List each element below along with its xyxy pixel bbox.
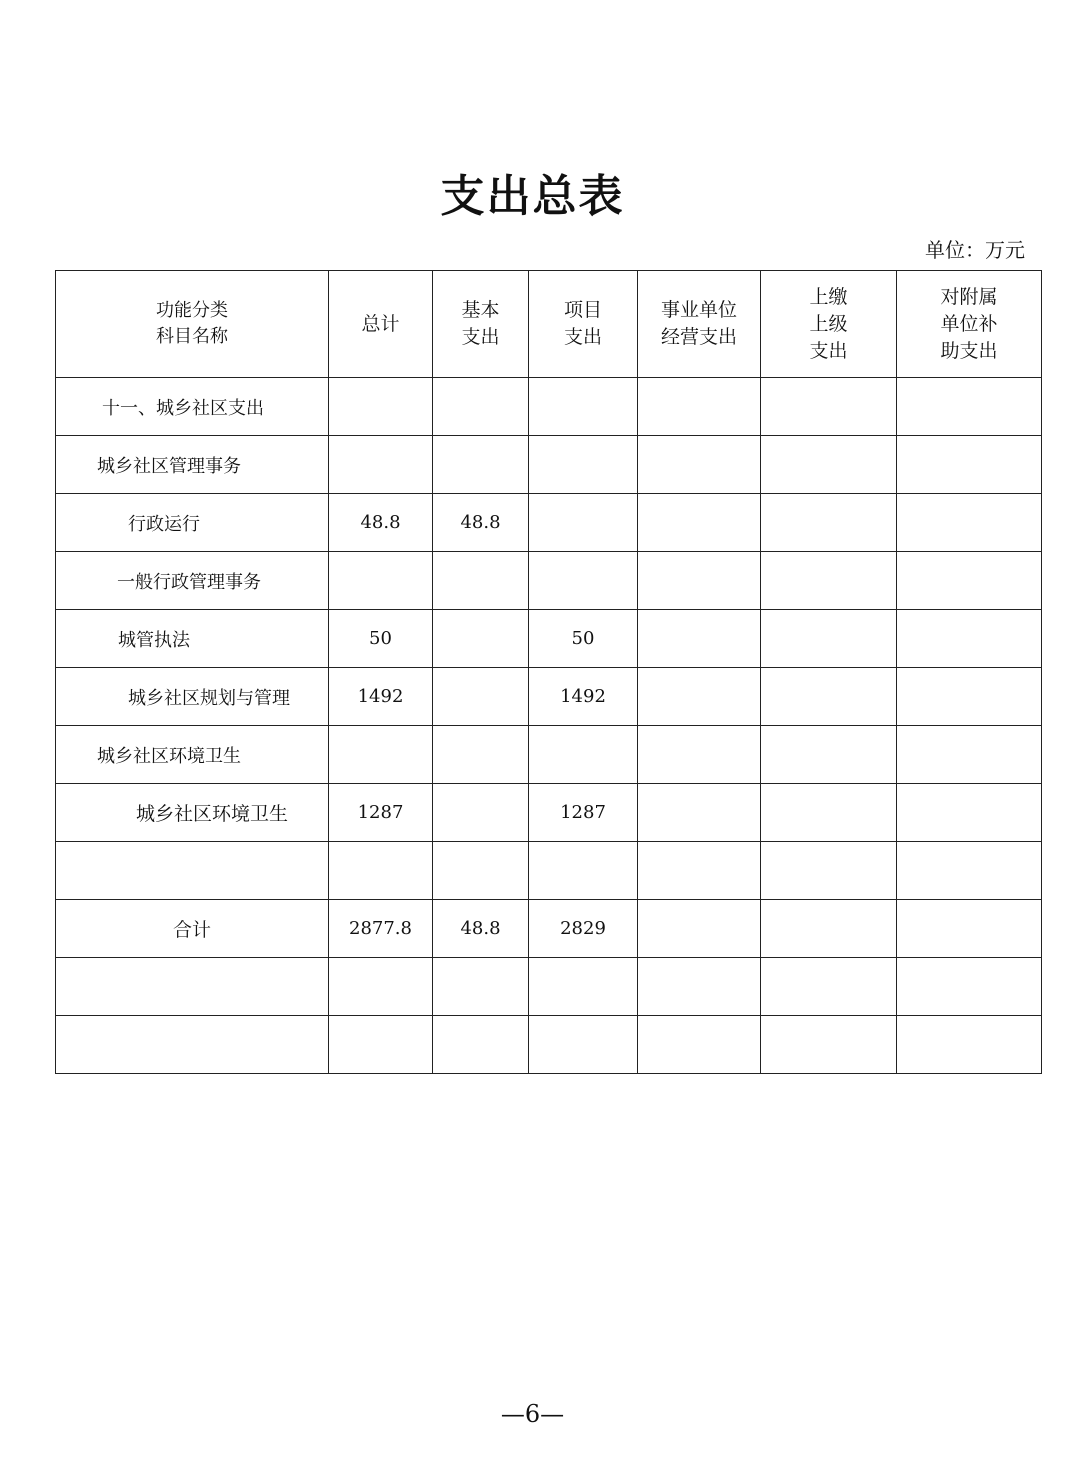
cell-project	[529, 552, 638, 610]
empty-cell	[56, 958, 329, 1016]
cell-basic: 48.8	[433, 494, 529, 552]
cell-basic	[433, 378, 529, 436]
page-number: —6—	[500, 1400, 565, 1428]
empty-cell	[897, 958, 1042, 1016]
cell-project: 50	[529, 610, 638, 668]
cell-basic	[433, 552, 529, 610]
cell-business	[638, 668, 761, 726]
empty-cell	[761, 1016, 897, 1074]
cell-basic	[433, 436, 529, 494]
empty-cell	[638, 958, 761, 1016]
cell-business	[638, 436, 761, 494]
cell-upper	[761, 726, 897, 784]
cell-basic	[433, 784, 529, 842]
empty-cell	[433, 1016, 529, 1074]
empty-cell	[329, 958, 433, 1016]
summary-total: 2877.8	[329, 900, 433, 958]
empty-row	[56, 958, 1042, 1016]
row-name: 十一、城乡社区支出	[56, 378, 329, 436]
header-row	[56, 271, 1042, 378]
summary-project: 2829	[529, 900, 638, 958]
empty-cell	[433, 958, 529, 1016]
empty-cell	[761, 958, 897, 1016]
cell-basic	[433, 610, 529, 668]
expenditure-table	[55, 270, 1042, 1074]
empty-cell	[529, 958, 638, 1016]
cell-upper	[761, 552, 897, 610]
cell-upper	[761, 378, 897, 436]
header-upper: 上缴 上级 支出	[761, 271, 897, 378]
cell-total: 48.8	[329, 494, 433, 552]
cell-subsidy	[897, 668, 1042, 726]
header-business: 事业单位 经营支出	[638, 271, 761, 378]
table-row	[56, 726, 1042, 784]
table-row	[56, 668, 1042, 726]
empty-cell	[329, 1016, 433, 1074]
empty-cell	[638, 900, 761, 958]
empty-cell	[56, 1016, 329, 1074]
table-row	[56, 552, 1042, 610]
table-row	[56, 494, 1042, 552]
cell-upper	[761, 436, 897, 494]
table-row	[56, 784, 1042, 842]
cell-subsidy	[897, 378, 1042, 436]
cell-total	[329, 726, 433, 784]
cell-basic	[433, 668, 529, 726]
cell-project	[529, 494, 638, 552]
cell-business	[638, 726, 761, 784]
row-name: 城乡社区管理事务	[56, 436, 329, 494]
header-subsidy: 对附属 单位补 助支出	[897, 271, 1042, 378]
cell-project	[529, 378, 638, 436]
header-total: 总计	[329, 271, 433, 378]
empty-cell	[897, 1016, 1042, 1074]
row-name: 一般行政管理事务	[56, 552, 329, 610]
row-name: 城乡社区环境卫生	[56, 784, 329, 842]
cell-subsidy	[897, 610, 1042, 668]
cell-total	[329, 378, 433, 436]
table-row	[56, 378, 1042, 436]
empty-row	[56, 842, 1042, 900]
header-category: 功能分类 科目名称	[56, 271, 329, 378]
empty-row	[56, 1016, 1042, 1074]
cell-subsidy	[897, 494, 1042, 552]
cell-project	[529, 726, 638, 784]
cell-project: 1287	[529, 784, 638, 842]
cell-basic	[433, 726, 529, 784]
cell-business	[638, 610, 761, 668]
cell-total	[329, 552, 433, 610]
unit-label: 单位：万元	[925, 238, 1025, 262]
row-name: 行政运行	[56, 494, 329, 552]
summary-basic: 48.8	[433, 900, 529, 958]
empty-cell	[56, 842, 329, 900]
empty-cell	[638, 1016, 761, 1074]
empty-cell	[329, 842, 433, 900]
cell-upper	[761, 494, 897, 552]
cell-business	[638, 784, 761, 842]
empty-cell	[433, 842, 529, 900]
header-project: 项目 支出	[529, 271, 638, 378]
summary-label: 合计	[56, 900, 329, 958]
empty-cell	[529, 1016, 638, 1074]
table-row	[56, 610, 1042, 668]
cell-business	[638, 378, 761, 436]
cell-project	[529, 436, 638, 494]
cell-business	[638, 494, 761, 552]
empty-cell	[638, 842, 761, 900]
empty-cell	[897, 842, 1042, 900]
table-row	[56, 436, 1042, 494]
cell-project: 1492	[529, 668, 638, 726]
page-title: 支出总表	[440, 171, 625, 222]
cell-total: 1287	[329, 784, 433, 842]
cell-subsidy	[897, 552, 1042, 610]
cell-subsidy	[897, 726, 1042, 784]
summary-row	[56, 900, 1042, 958]
row-name: 城乡社区环境卫生	[56, 726, 329, 784]
cell-total: 1492	[329, 668, 433, 726]
cell-business	[638, 552, 761, 610]
empty-cell	[529, 842, 638, 900]
cell-total	[329, 436, 433, 494]
row-name: 城乡社区规划与管理	[56, 668, 329, 726]
cell-upper	[761, 668, 897, 726]
cell-subsidy	[897, 436, 1042, 494]
cell-upper	[761, 784, 897, 842]
empty-cell	[761, 900, 897, 958]
cell-upper	[761, 610, 897, 668]
empty-cell	[761, 842, 897, 900]
empty-cell	[897, 900, 1042, 958]
cell-subsidy	[897, 784, 1042, 842]
row-name: 城管执法	[56, 610, 329, 668]
header-basic: 基本 支出	[433, 271, 529, 378]
cell-total: 50	[329, 610, 433, 668]
